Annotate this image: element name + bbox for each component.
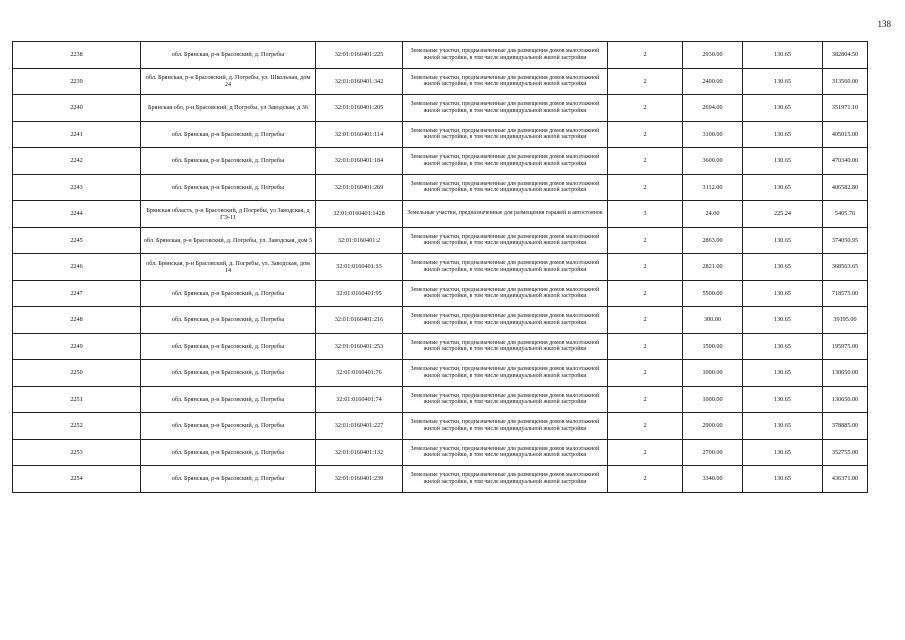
cadastral-value-cell: 406582.80 [823,174,868,201]
area-cell: 1000.00 [683,360,743,387]
area-cell: 2700.00 [683,439,743,466]
table-row [13,439,868,466]
land-use-cell: Земельные участки, предназначенные для размещения домов малоэтажной жилой застройки, в том числе индивидуальной жилой застройки [403,307,608,334]
cadastral-number-cell: 32:01:0160401:253 [316,333,403,360]
cadastral-value-cell: 195975.00 [823,333,868,360]
area-cell: 3112.00 [683,174,743,201]
cadastral-number-cell: 32:01:0160401:95 [316,280,403,307]
area-cell: 3340.00 [683,466,743,493]
group-code-cell: 2 [608,121,683,148]
land-use-cell: Земельные участки, предназначенные для размещения домов малоэтажной жилой застройки, в том числе индивидуальной жилой застройки [403,174,608,201]
land-plot-table [12,41,868,493]
address-cell: обл. Брянская, р-н Брасовский, д. Погребы [141,439,316,466]
table-row [13,413,868,440]
row-number-cell: 2243 [13,174,141,201]
row-number-cell: 2254 [13,466,141,493]
group-code-cell: 2 [608,95,683,122]
cadastral-value-cell: 718575.00 [823,280,868,307]
cadastral-value-cell: 378885.00 [823,413,868,440]
cadastral-number-cell: 32:01:0160401:225 [316,42,403,69]
group-code-cell: 2 [608,439,683,466]
specific-value-cell: 130.65 [743,174,823,201]
cadastral-number-cell: 32:01:0160401:205 [316,95,403,122]
cadastral-number-cell: 32:01:0160401:216 [316,307,403,334]
area-cell: 2930.00 [683,42,743,69]
row-number-cell: 2250 [13,360,141,387]
row-number-cell: 2252 [13,413,141,440]
cadastral-value-cell: 5405.76 [823,201,868,228]
row-number-cell: 2240 [13,95,141,122]
cadastral-value-cell: 351971.10 [823,95,868,122]
cadastral-number-cell: 32:01:0160401:74 [316,386,403,413]
area-cell: 3100.00 [683,121,743,148]
row-number-cell: 2251 [13,386,141,413]
group-code-cell: 2 [608,413,683,440]
table-row [13,227,868,254]
land-use-cell: Земельные участки, предназначенные для размещения домов малоэтажной жилой застройки, в том числе индивидуальной жилой застройки [403,42,608,69]
cadastral-value-cell: 436371.00 [823,466,868,493]
address-cell: Брянская область, р-н Брасовский, д Погребы, ул Заводская, д ГЭ-11 [141,201,316,228]
table-row [13,148,868,175]
table-row [13,466,868,493]
specific-value-cell: 130.65 [743,121,823,148]
area-cell: 2821.00 [683,254,743,281]
address-cell: обл. Брянская, р-н Брасовский, д. Погребы [141,174,316,201]
area-cell: 24.00 [683,201,743,228]
cadastral-number-cell: 32:01:0160401:114 [316,121,403,148]
row-number-cell: 2247 [13,280,141,307]
cadastral-value-cell: 313560.00 [823,68,868,95]
cadastral-number-cell: 32:01:0160401:132 [316,439,403,466]
land-use-cell: Земельные участки, предназначенные для размещения домов малоэтажной жилой застройки, в том числе индивидуальной жилой застройки [403,333,608,360]
specific-value-cell: 130.65 [743,413,823,440]
group-code-cell: 2 [608,227,683,254]
land-use-cell: Земельные участки, предназначенные для размещения домов малоэтажной жилой застройки, в том числе индивидуальной жилой застройки [403,386,608,413]
group-code-cell: 2 [608,333,683,360]
address-cell: обл. Брянская, р-н Брасовский, д. Погребы [141,466,316,493]
specific-value-cell: 130.65 [743,439,823,466]
cadastral-value-cell: 470340.00 [823,148,868,175]
land-use-cell: Земельные участки, предназначенные для размещения домов малоэтажной жилой застройки, в том числе индивидуальной жилой застройки [403,68,608,95]
cadastral-value-cell: 368563.65 [823,254,868,281]
cadastral-number-cell: 32:01:0160401:33 [316,254,403,281]
specific-value-cell: 130.65 [743,360,823,387]
specific-value-cell: 130.65 [743,333,823,360]
address-cell: обл. Брянская, р-н Брасовский, д. Погребы [141,280,316,307]
address-cell: обл. Брянская, р-н Брасовский, д. Погребы [141,121,316,148]
address-cell: обл. Брянская, р-н Брасовский, д. Погребы, ул. Школьная, дом 24 [141,68,316,95]
cadastral-value-cell: 352755.00 [823,439,868,466]
specific-value-cell: 130.65 [743,466,823,493]
land-use-cell: Земельные участки, предназначенные для размещения домов малоэтажной жилой застройки, в том числе индивидуальной жилой застройки [403,227,608,254]
address-cell: обл. Брянская, р-н Брасовский, д. Погребы [141,360,316,387]
cadastral-number-cell: 32:01:0160401:1428 [316,201,403,228]
row-number-cell: 2244 [13,201,141,228]
table-row [13,307,868,334]
table-row [13,201,868,228]
table-body [13,42,868,493]
land-use-cell: Земельные участки, предназначенные для размещения домов малоэтажной жилой застройки, в том числе индивидуальной жилой застройки [403,148,608,175]
area-cell: 2400.00 [683,68,743,95]
cadastral-number-cell: 32:01:0160401:227 [316,413,403,440]
address-cell: обл. Брянская, р-н Брасовский, д. Погребы, ул. Заводская, дом 14 [141,254,316,281]
land-use-cell: Земельные участки, предназначенные для размещения домов малоэтажной жилой застройки, в том числе индивидуальной жилой застройки [403,280,608,307]
land-use-cell: Земельные участки, предназначенные для размещения домов малоэтажной жилой застройки, в том числе индивидуальной жилой застройки [403,360,608,387]
row-number-cell: 2246 [13,254,141,281]
address-cell: обл. Брянская, р-н Брасовский, д. Погребы [141,42,316,69]
address-cell: обл. Брянская, р-н Брасовский, д. Погребы [141,413,316,440]
cadastral-value-cell: 374050.95 [823,227,868,254]
area-cell: 1500.00 [683,333,743,360]
group-code-cell: 2 [608,280,683,307]
area-cell: 1000.00 [683,386,743,413]
land-use-cell: Земельные участки, предназначенные для размещения домов малоэтажной жилой застройки, в том числе индивидуальной жилой застройки [403,466,608,493]
table-row [13,95,868,122]
land-use-cell: Земельные участки, предназначенные для размещения домов малоэтажной жилой застройки, в том числе индивидуальной жилой застройки [403,254,608,281]
specific-value-cell: 130.65 [743,254,823,281]
specific-value-cell: 130.65 [743,68,823,95]
area-cell: 3600.00 [683,148,743,175]
table-row [13,68,868,95]
group-code-cell: 2 [608,360,683,387]
table-row [13,360,868,387]
page-number: 138 [877,19,891,29]
area-cell: 2900.00 [683,413,743,440]
row-number-cell: 2238 [13,42,141,69]
row-number-cell: 2241 [13,121,141,148]
land-use-cell: Земельные участки, предназначенные для размещения домов малоэтажной жилой застройки, в том числе индивидуальной жилой застройки [403,413,608,440]
address-cell: обл. Брянская, р-н Брасовский, д. Погребы [141,307,316,334]
cadastral-number-cell: 32:01:0160401:2 [316,227,403,254]
group-code-cell: 2 [608,307,683,334]
specific-value-cell: 130.65 [743,227,823,254]
specific-value-cell: 130.65 [743,280,823,307]
row-number-cell: 2253 [13,439,141,466]
group-code-cell: 2 [608,42,683,69]
area-cell: 300.00 [683,307,743,334]
land-use-cell: Земельные участки, предназначенные для размещения гаражей и автостоянок [403,201,608,228]
specific-value-cell: 130.65 [743,42,823,69]
area-cell: 2863.00 [683,227,743,254]
table-row [13,42,868,69]
cadastral-number-cell: 32:01:0160401:184 [316,148,403,175]
cadastral-number-cell: 32:01:0160401:239 [316,466,403,493]
address-cell: обл. Брянская, р-н Брасовский, д. Погребы, ул. Заводская, дом 5 [141,227,316,254]
specific-value-cell: 225.24 [743,201,823,228]
cadastral-value-cell: 130650.00 [823,360,868,387]
cadastral-value-cell: 39195.00 [823,307,868,334]
cadastral-number-cell: 32:01:0160401:342 [316,68,403,95]
row-number-cell: 2239 [13,68,141,95]
address-cell: обл. Брянская, р-н Брасовский, д. Погребы [141,333,316,360]
area-cell: 5500.00 [683,280,743,307]
area-cell: 2694.00 [683,95,743,122]
cadastral-value-cell: 130650.00 [823,386,868,413]
land-use-cell: Земельные участки, предназначенные для размещения домов малоэтажной жилой застройки, в том числе индивидуальной жилой застройки [403,95,608,122]
specific-value-cell: 130.65 [743,386,823,413]
address-cell: обл. Брянская, р-н Брасовский, д. Погребы [141,148,316,175]
cadastral-number-cell: 32:01:0160401:76 [316,360,403,387]
row-number-cell: 2248 [13,307,141,334]
group-code-cell: 2 [608,386,683,413]
address-cell: обл. Брянская, р-н Брасовский, д. Погребы [141,386,316,413]
table-row [13,280,868,307]
row-number-cell: 2242 [13,148,141,175]
group-code-cell: 2 [608,148,683,175]
land-use-cell: Земельные участки, предназначенные для размещения домов малоэтажной жилой застройки, в том числе индивидуальной жилой застройки [403,121,608,148]
group-code-cell: 2 [608,466,683,493]
specific-value-cell: 130.65 [743,95,823,122]
cadastral-value-cell: 382804.50 [823,42,868,69]
specific-value-cell: 130.65 [743,148,823,175]
row-number-cell: 2245 [13,227,141,254]
table-row [13,121,868,148]
table-row [13,254,868,281]
group-code-cell: 2 [608,254,683,281]
cadastral-value-cell: 405015.00 [823,121,868,148]
group-code-cell: 2 [608,174,683,201]
specific-value-cell: 130.65 [743,307,823,334]
group-code-cell: 3 [608,201,683,228]
cadastral-number-cell: 32:01:0160401:269 [316,174,403,201]
group-code-cell: 2 [608,68,683,95]
table-row [13,174,868,201]
address-cell: Брянская обл, р-н Брасовский, д Погребы, ул Заводская, д 36 [141,95,316,122]
land-use-cell: Земельные участки, предназначенные для размещения домов малоэтажной жилой застройки, в том числе индивидуальной жилой застройки [403,439,608,466]
table-row [13,386,868,413]
table-row [13,333,868,360]
row-number-cell: 2249 [13,333,141,360]
